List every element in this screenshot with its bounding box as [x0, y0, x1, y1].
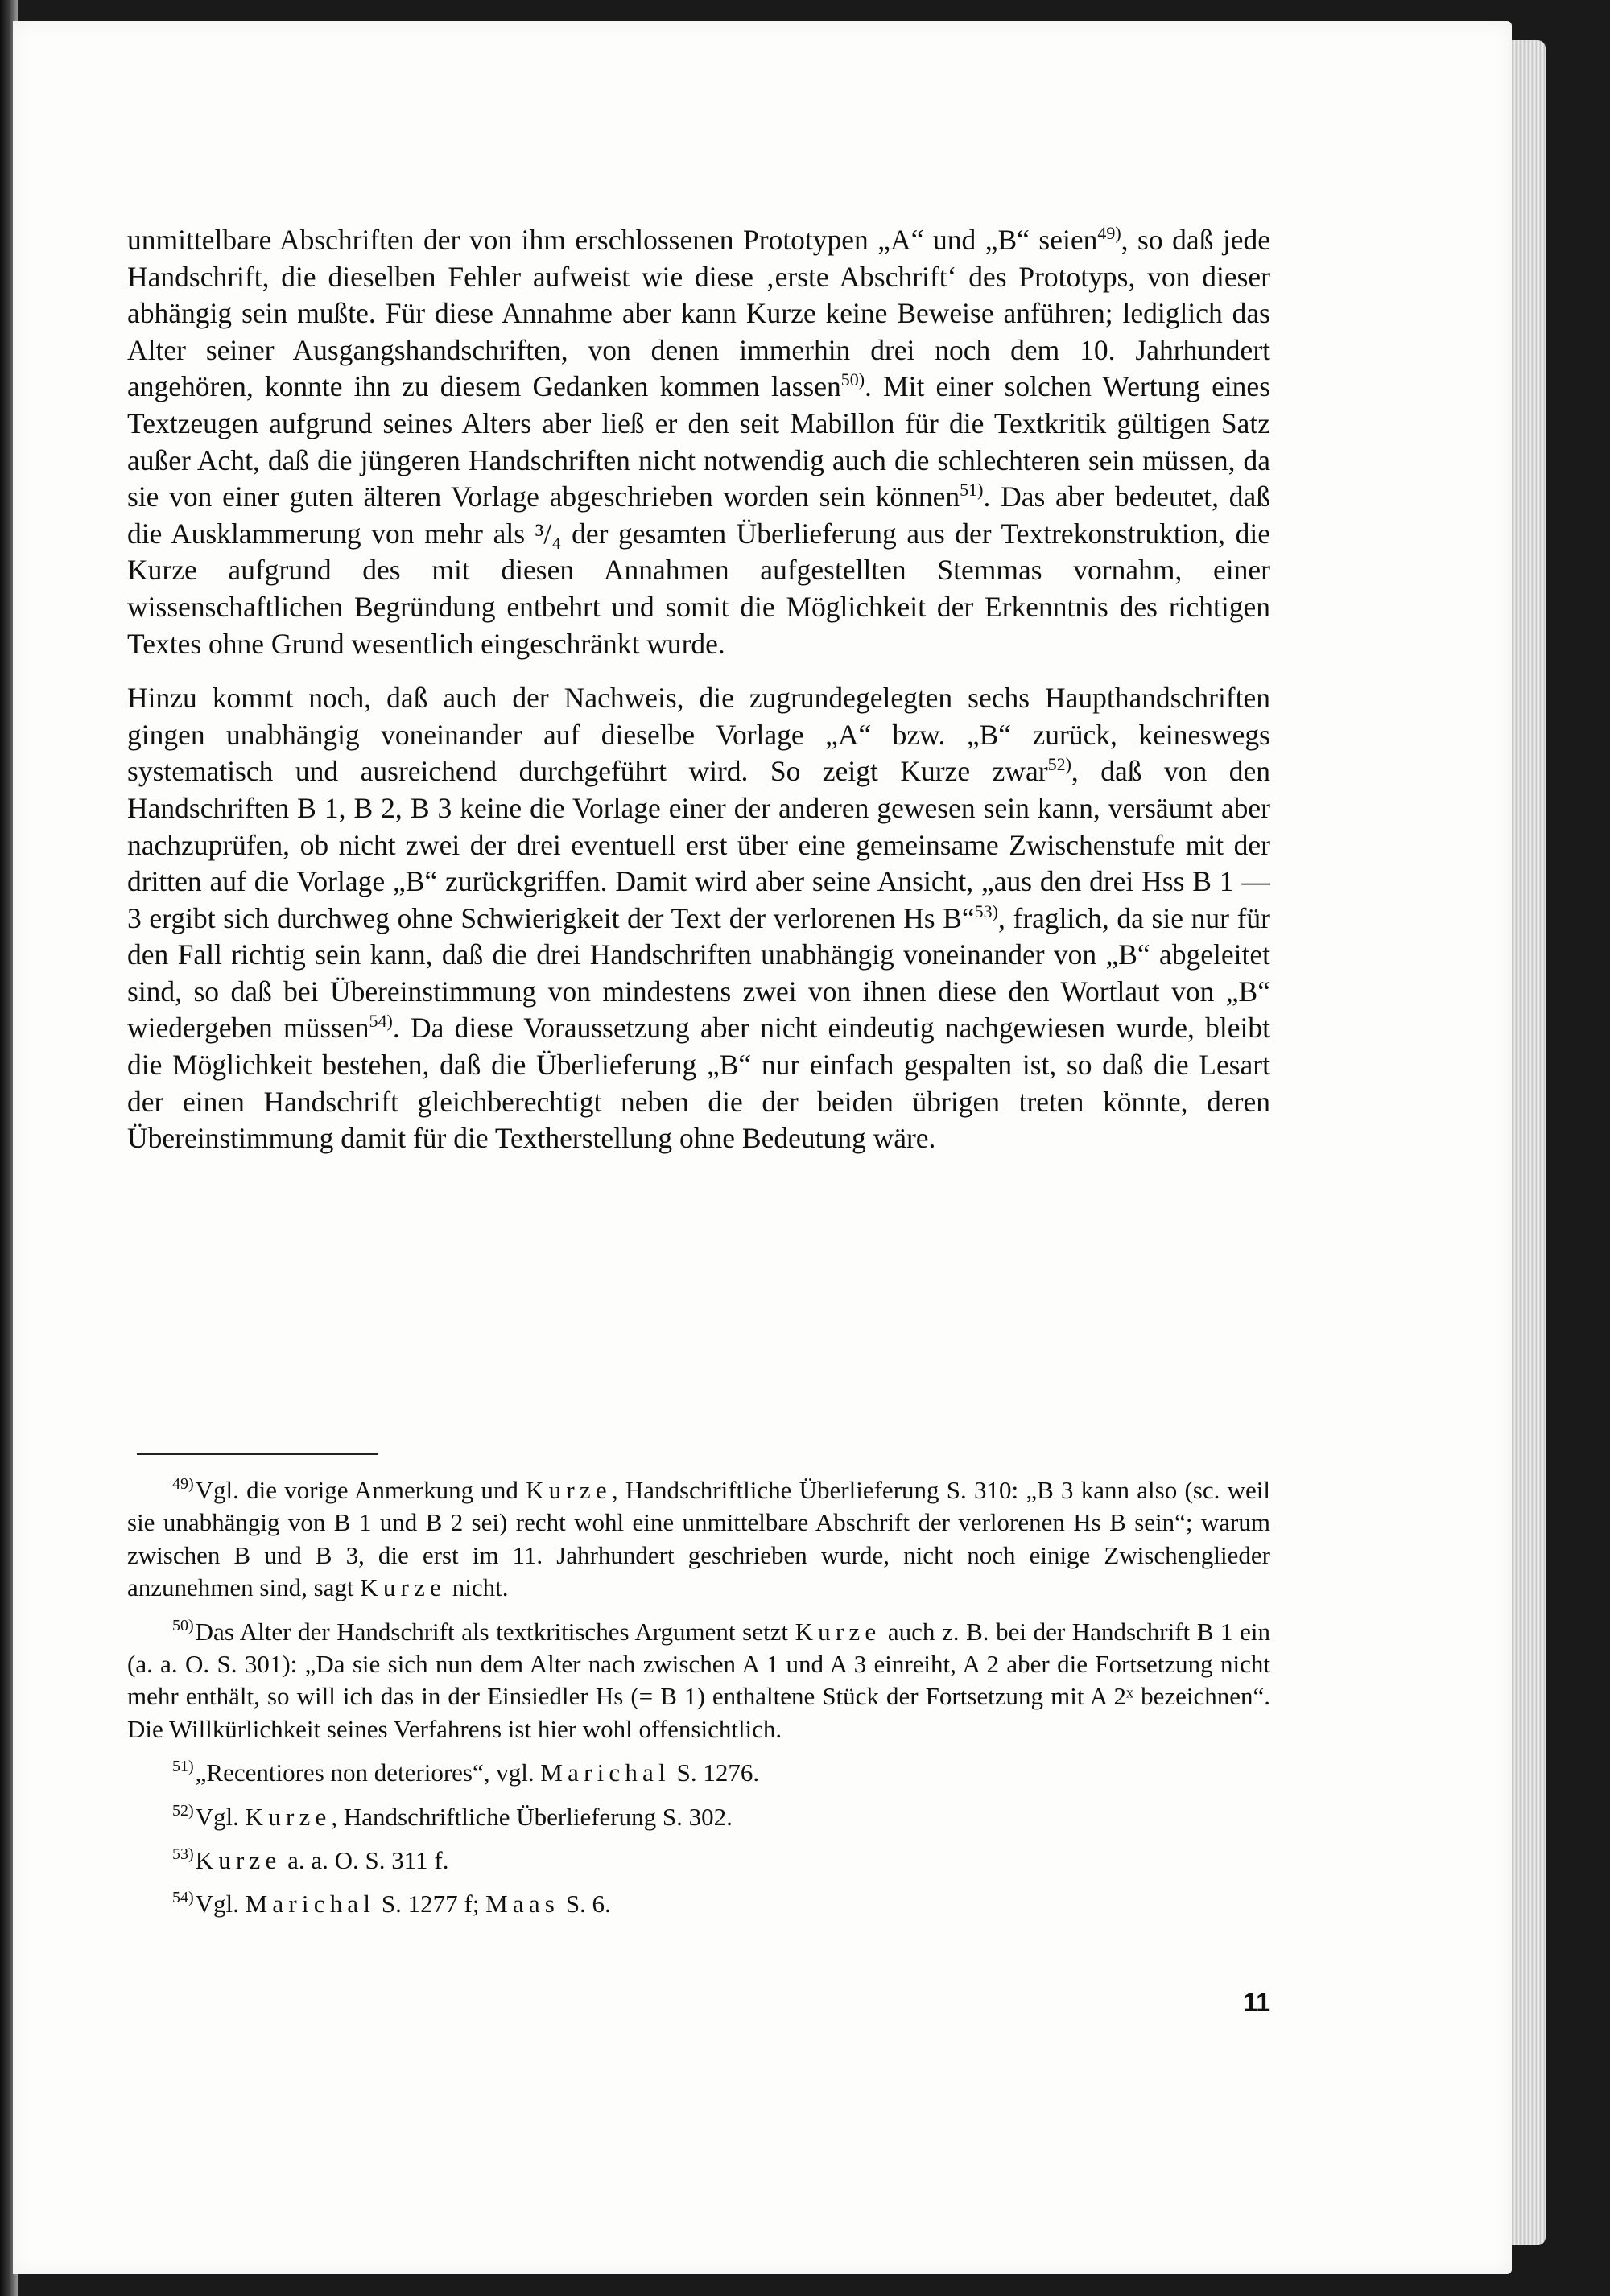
spaced-author-name: Kurze [795, 1617, 881, 1646]
text-run: Das Alter der Handschrift als textkritisches Argument setzt [195, 1617, 795, 1646]
text-run: S. 1277 f; [375, 1890, 486, 1919]
footnote-49 [127, 1468, 1270, 1605]
spaced-author-name: Maas [485, 1890, 560, 1919]
footnote-53 [127, 1838, 1270, 1877]
text-run: Hinzu kommt noch, daß auch der Nachweis, die zugrundegelegten sechs Haupthandschriften gingen unabhängig voneinander auf dieselbe Vorlage „A“ bzw. „B“ zurück, keineswegs systematisch und ausreichend durchgeführt wird. So zeigt Kurze zwar [127, 682, 1270, 788]
text-run: , Handschriftliche Überlieferung S. 302. [331, 1802, 733, 1831]
footnote-54 [127, 1882, 1270, 1920]
footnote-51 [127, 1750, 1270, 1789]
footnote-number: 54) [172, 1889, 194, 1907]
spaced-author-name: Kurze [195, 1846, 282, 1875]
footnote-number: 52) [172, 1801, 194, 1820]
page-number: 11 [1243, 1988, 1270, 2017]
text-run: Vgl. [195, 1890, 246, 1919]
paragraph-2 [127, 680, 1270, 1157]
text-run: , daß von den Handschriften B 1, B 2, B 3 keine die Vorlage einer der anderen gewesen sein kann, versäumt aber nachzuprüfen, ob nicht zwei der drei eventuell erst über eine gemeinsame Zwischenstufe mit der dritten auf die Vorlage „B“ zurückgriffen. Damit wird aber seine Ansicht, „aus den drei Hss B 1 — 3 ergibt sich durchweg ohne Schwierigkeit der Text der verlorenen Hs B“ [127, 755, 1270, 934]
spaced-author-name: Marichal [540, 1758, 671, 1787]
spaced-author-name: Marichal [245, 1890, 376, 1919]
footnotes [127, 1468, 1270, 1921]
spaced-author-name: Kurze [360, 1573, 446, 1602]
text-run: . Mit einer solchen Wertung eines Textzeugen aufgrund seines Alters aber ließ er den seit Mabillon für die Textkritik gültigen Satz außer Acht, daß die jüngeren Handschriften nicht notwendig auch die schlechteren sein müssen, da sie von einer guten älteren Vorlage abgeschrieben worden sein können [127, 370, 1271, 513]
footnote-reference: 51) [960, 480, 984, 501]
footnote-50 [127, 1610, 1270, 1746]
footnote-number: 53) [172, 1845, 194, 1864]
text-run: Vgl. [195, 1802, 246, 1831]
footnote-number: 50) [172, 1616, 194, 1634]
paragraph-1 [127, 222, 1270, 662]
body-text [127, 222, 1270, 1157]
text-run: unmittelbare Abschriften der von ihm erschlossenen Prototypen „A“ und „B“ seien [127, 224, 1098, 256]
text-run: nicht. [446, 1573, 509, 1602]
footnote-reference: 54) [369, 1011, 393, 1032]
footnote-number: 49) [172, 1475, 194, 1493]
text-run: a. a. O. S. 311 f. [281, 1846, 449, 1875]
text-run: S. 6. [559, 1890, 611, 1919]
spaced-author-name: Kurze [526, 1476, 612, 1504]
footnote-reference: 50) [840, 369, 865, 390]
footnote-rule [137, 1453, 378, 1455]
text-run: S. 1276. [670, 1758, 760, 1787]
footnote-reference: 52) [1047, 754, 1071, 775]
spaced-author-name: Kurze [245, 1802, 332, 1831]
text-run: auch z. B. bei der Handschrift B 1 ein (a. a. O. S. 301): „Da sie sich nun dem Alter nach zwischen A 1 und A 3 einreiht, A 2 aber die Fortsetzung nicht mehr enthält, so will ich das in der Einsiedler Hs (= B 1) enthaltene Stück der Fortsetzung mit A 2ˣ bezeichnen“. Die Willkürlichkeit seines Verfahrens ist hier wohl offensichtlich. [127, 1617, 1270, 1743]
text-run: , fraglich, da sie nur für den Fall richtig sein kann, daß die drei Handschriften unabhängig voneinander von „B“ abgeleitet sind, so daß bei Übereinstimmung von mindestens zwei von ihnen diese den Wortlaut von „B“ wiedergeben müssen [127, 901, 1270, 1045]
footnote-52 [127, 1795, 1270, 1833]
footnote-reference: 53) [974, 901, 998, 921]
text-run: , so daß jede Handschrift, die dieselben Fehler aufweist wie diese ‚erste Abschrift‘ des Prototyps, von dieser abhängig sein mußte. Für diese Annahme aber kann Kurze keine Beweise anführen; lediglich das Alter seiner Ausgangshandschriften, von denen immerhin drei noch dem 10. Jahrhundert angehören, konnte ihn zu diesem Gedanken kommen lassen [127, 224, 1270, 403]
footnote-reference: 49) [1097, 223, 1121, 243]
text-run: , Handschriftliche Überlieferung S. 310: „B 3 kann also (sc. weil sie unabhängig von B 1 und B 2 sei) recht wohl eine unmittelbare Abschrift der verlorenen Hs B sein“; warum zwischen B und B 3, die erst im 11. Jahrhundert geschrieben wurde, nicht noch einige Zwischenglieder anzunehmen sind, sagt [127, 1476, 1270, 1602]
footnote-number: 51) [172, 1758, 194, 1776]
text-run: Vgl. die vorige Anmerkung und [195, 1476, 526, 1504]
text-run: . Das aber bedeutet, daß die Ausklammerung von mehr als ³/₄ der gesamten Überlieferung aus der Textrekonstruktion, die Kurze aufgrund des mit diesen Annahmen aufgestellten Stemmas vornahm, einer wissenschaftlichen Begründung entbehrt und somit die Möglichkeit der Erkenntnis des richtigen Textes ohne Grund wesentlich eingeschränkt wurde. [127, 480, 1270, 660]
text-run: . Da diese Voraussetzung aber nicht eindeutig nachgewiesen wurde, bleibt die Möglichkeit bestehen, daß die Überlieferung „B“ nur einfach gespalten ist, so daß die Lesart der einen Handschrift gleichberechtigt neben die der beiden übrigen treten könnte, deren Übereinstimmung damit für die Textherstellung ohne Bedeutung wäre. [127, 1012, 1270, 1155]
text-run: „Recentiores non deteriores“, vgl. [195, 1758, 541, 1787]
